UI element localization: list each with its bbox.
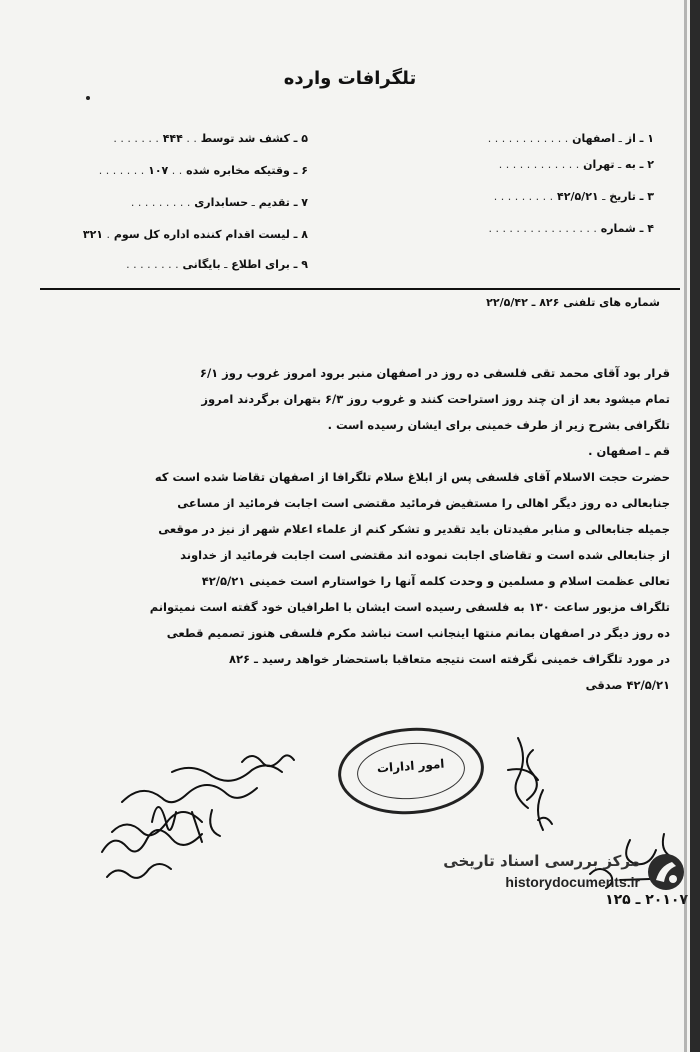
scan-edge	[690, 0, 700, 1052]
logo-url: historydocuments.ir	[505, 874, 640, 890]
field-for-info-value: بایگانی	[182, 258, 221, 271]
handwritten-signature-middle	[488, 730, 568, 840]
body-line: قم ـ اصفهان .	[588, 444, 670, 458]
field-decoded-by-value: ۴۴۴	[162, 132, 183, 145]
field-transmitted-at: ۶ ـ وقتیکه مخابره شده . . ۱۰۷ . . . . . . .	[98, 164, 308, 177]
field-number: ۴ ـ شماره . . . . . . . . . . . . . . . .	[488, 222, 654, 235]
field-number-label: ۴ ـ شماره	[600, 222, 654, 235]
body-line: از جنابعالی شده است و تقاضای اجابت نموده اند مقتضی است اجابت فرمائید از خداوند	[180, 548, 670, 562]
field-submitted: ۷ ـ تقدیم ـ حسابداری . . . . . . . . .	[130, 196, 308, 209]
field-date: ۳ ـ تاریخ ـ ۴۲/۵/۲۱ . . . . . . . . .	[493, 190, 654, 203]
field-from-label: ۱ ـ از	[625, 132, 654, 145]
archive-emblem-icon	[646, 852, 686, 892]
body-line: تمام میشود بعد از ان چند روز استراحت کنند و غروب روز ۶/۳ بتهران برگردند امروز	[201, 392, 670, 406]
field-to-label: ۲ ـ به	[625, 158, 654, 171]
field-date-label: ۳ ـ تاریخ	[609, 190, 654, 203]
field-decoded-by: ۵ ـ کشف شد توسط . . ۴۴۴ . . . . . . .	[113, 132, 308, 145]
field-to-value: تهران	[583, 158, 615, 171]
field-from-value: اصفهان	[572, 132, 616, 145]
header-rule	[40, 288, 680, 290]
stamp-text: امور ادارات	[376, 756, 445, 776]
field-for-info-label: ۹ ـ برای اطلاع	[231, 258, 308, 271]
telegram-body	[40, 360, 670, 698]
body-line: ده روز دیگر در اصفهان بمانم منتها اینجانب است نباشد مکرم فلسفی هنوز تصمیم قطعی	[166, 626, 670, 640]
field-submitted-label: ۷ ـ تقدیم	[258, 196, 308, 209]
archive-logo	[420, 852, 690, 896]
body-line: تلگرافی بشرح زیر از طرف خمینی برای ایشان رسیده است .	[327, 418, 670, 432]
field-for-info: ۹ ـ برای اطلاع ـ بایگانی . . . . . . . .	[126, 258, 308, 271]
scan-edge-shadow	[684, 0, 687, 1052]
body-line: جمیله جنابعالی و منابر مفیدتان باید تقدیر و تشکر کنم از علماء اعلام شهر از نیز در موقعی	[158, 522, 670, 536]
field-action-list-label: ۸ ـ لیست اقدام کننده اداره کل سوم	[113, 228, 308, 241]
phone-numbers-line: شماره های تلفنی ۸۲۶ ـ ۲۲/۵/۴۲	[486, 296, 660, 309]
field-submitted-value: حسابداری	[194, 196, 249, 209]
body-line: تلگراف مزبور ساعت ۱۳۰ به فلسفی رسیده است ایشان با اطرافیان خود گفته است نمیتوانم	[149, 600, 670, 614]
bottom-code: ۲۰۱۰۷ ـ ۱۲۵	[605, 892, 688, 908]
body-line: جنابعالی ده روز دیگر اهالی را مستفیض فرمائید مقتضی است اجابت فرمائید از مساعی	[177, 496, 670, 510]
field-transmitted-at-value: ۱۰۷	[148, 164, 169, 177]
field-transmitted-at-label: ۶ ـ وقتیکه مخابره شده	[186, 164, 308, 177]
body-line: در مورد تلگراف خمینی نگرفته است نتیجه متعاقبا باستحضار خواهد رسید ـ ۸۲۶	[228, 652, 670, 666]
body-line: ۴۲/۵/۲۱ صدقی	[585, 678, 670, 692]
field-action-list: ۸ ـ لیست اقدام کننده اداره کل سوم . ۳۲۱	[82, 228, 308, 241]
body-line: حضرت حجت الاسلام آقای فلسفی پس از ابلاغ سلام تلگرافا از اصفهان تقاضا شده است که	[154, 470, 670, 484]
ink-dot	[86, 96, 90, 100]
field-to: ۲ ـ به ـ تهران . . . . . . . . . . . .	[498, 158, 654, 171]
field-from: ۱ ـ از ـ اصفهان . . . . . . . . . . . .	[487, 132, 654, 145]
oval-stamp	[335, 723, 487, 819]
body-line: تعالی عظمت اسلام و مسلمین و وحدت کلمه آنها را خواستارم است خمینی ۴۲/۵/۲۱	[201, 574, 670, 588]
document-title: تلگرافات وارده	[283, 68, 417, 89]
logo-name: مرکز بررسی اسناد تاریخی	[443, 852, 640, 870]
body-line: قرار بود آقای محمد تقی فلسفی ده روز در اصفهان منبر برود امروز غروب روز ۶/۱	[199, 366, 670, 380]
field-decoded-by-label: ۵ ـ کشف شد توسط	[200, 132, 308, 145]
field-date-value: ۴۲/۵/۲۱	[557, 190, 599, 203]
field-action-list-value: ۳۲۱	[82, 228, 104, 241]
handwritten-notes-left	[92, 742, 322, 892]
